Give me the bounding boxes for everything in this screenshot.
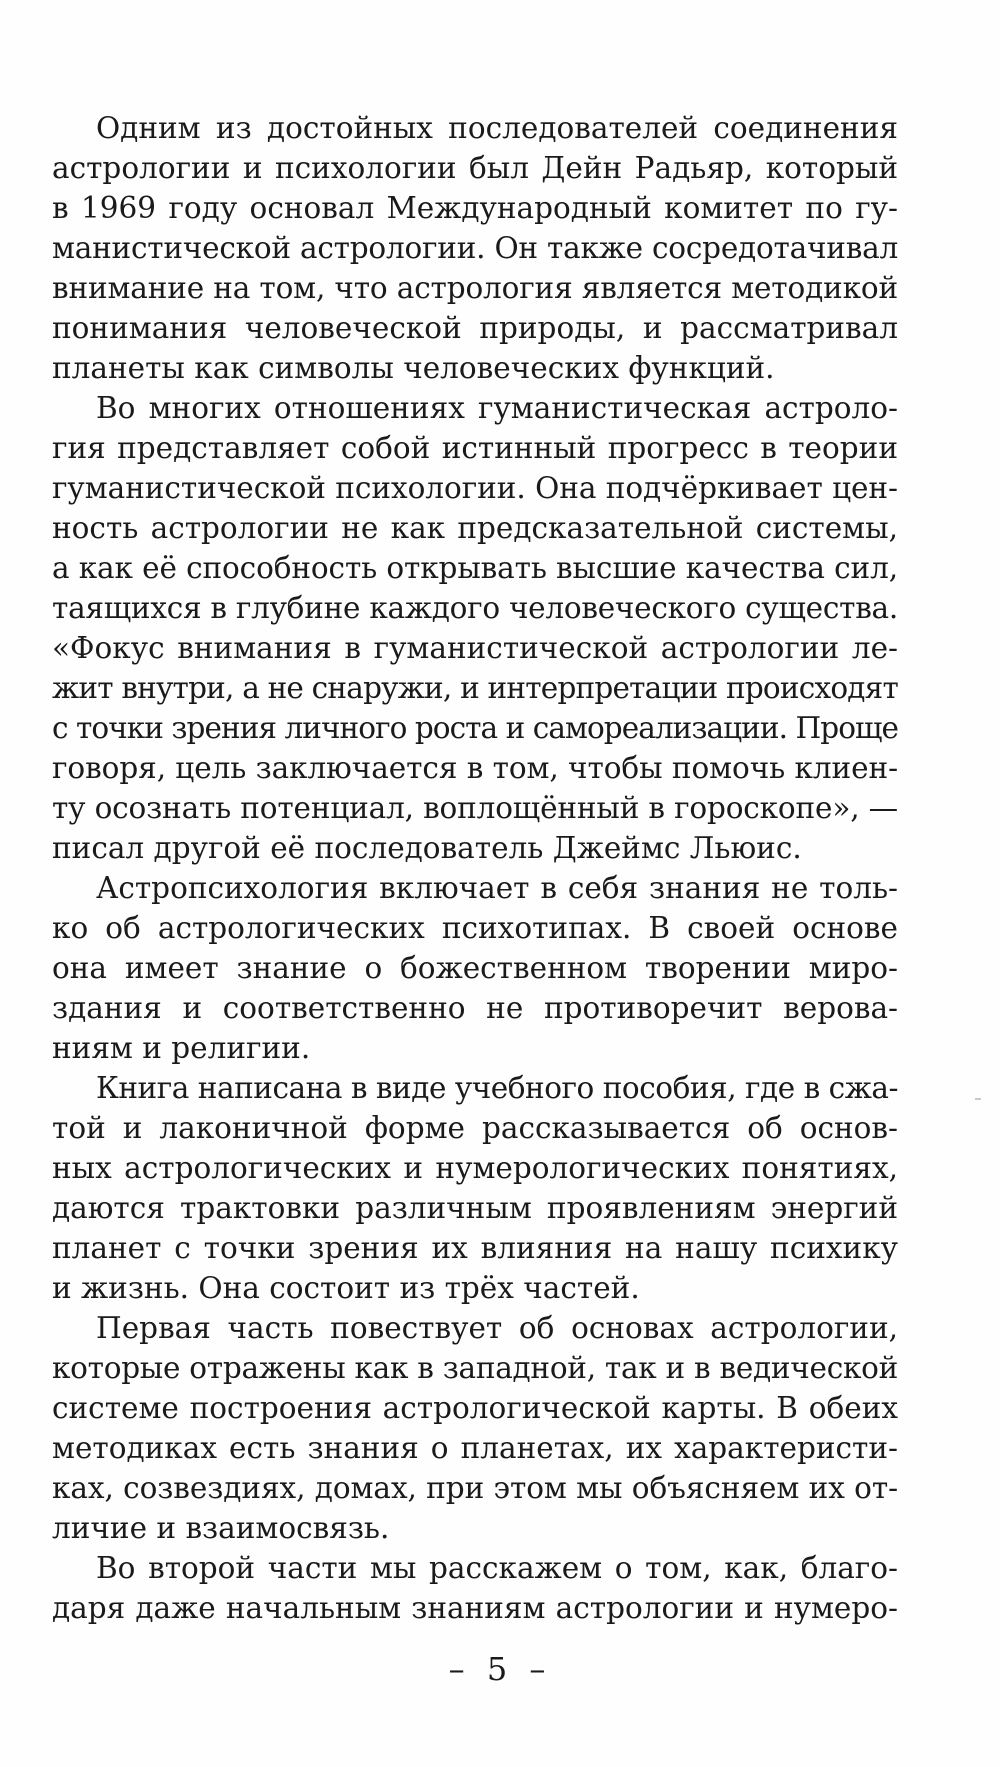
text-line: Астропсихология включает в себя знания не толь-	[96, 871, 898, 905]
text-line: планеты как символы человеческих функций.	[52, 351, 775, 385]
text-line: личие и взаимосвязь.	[52, 1511, 390, 1545]
text-line: ках, созвездиях, домах, при этом мы объясняем их от-	[52, 1471, 898, 1505]
text-line: манистической астрологии. Он также сосредотачивал	[52, 231, 898, 265]
text-line: внимание на том, что астрология является методикой	[52, 271, 898, 305]
text-line: планет с точки зрения их влияния на нашу психику	[52, 1231, 898, 1265]
paragraph	[52, 108, 898, 388]
text-line: астрологии и психологии был Дейн Радьяр, который	[52, 151, 898, 185]
text-line: Во второй части мы расскажем о том, как, благо-	[96, 1551, 898, 1585]
text-line: Одним из достойных последователей соединения	[96, 111, 898, 145]
text-line: Книга написана в виде учебного пособия, где в сжа-	[96, 1071, 898, 1105]
text-line: ность астрологии не как предсказательной системы,	[52, 511, 898, 545]
paragraph	[52, 1068, 898, 1308]
text-line: той и лаконичной форме рассказывается об основ-	[52, 1111, 898, 1145]
text-line: в 1969 году основал Международный комитет по гу-	[52, 191, 898, 225]
text-line: ных астрологических и нумерологических понятиях,	[52, 1151, 898, 1185]
body-text	[52, 108, 898, 1628]
text-line: с точки зрения личного роста и самореализации. Проще	[52, 711, 898, 745]
paragraph	[52, 1308, 898, 1548]
text-line: ниям и религии.	[52, 1031, 311, 1065]
text-line: «Фокус внимания в гуманистической астрологии ле-	[52, 631, 898, 665]
scan-speck	[975, 1098, 981, 1100]
text-line: жит внутри, а не снаружи, и интерпретации происходят	[52, 671, 898, 705]
text-line: ту осознать потенциал, воплощённый в гороскопе», —	[52, 791, 898, 825]
paragraph	[52, 388, 898, 868]
text-line: понимания человеческой природы, и рассматривал	[52, 311, 898, 345]
text-line: Во многих отношениях гуманистическая астроло-	[96, 391, 898, 425]
text-line: она имеет знание о божественном творении миро-	[52, 951, 898, 985]
text-line: и жизнь. Она состоит из трёх частей.	[52, 1271, 640, 1305]
text-line: здания и соответственно не противоречит верова-	[52, 991, 898, 1025]
text-line: которые отражены как в западной, так и в ведической	[52, 1351, 898, 1385]
text-line: Первая часть повествует об основах астрологии,	[96, 1311, 898, 1345]
page-number: – 5 –	[448, 1650, 552, 1688]
text-line: говоря, цель заключается в том, чтобы помочь клиен-	[52, 751, 898, 785]
paragraph	[52, 868, 898, 1068]
text-line: гия представляет собой истинный прогресс в теории	[52, 431, 898, 465]
text-line: писал другой её последователь Джеймс Льюис.	[52, 831, 802, 865]
text-line: методиках есть знания о планетах, их характеристи-	[52, 1431, 898, 1465]
text-line: даются трактовки различным проявлениям энергий	[52, 1191, 898, 1225]
text-line: гуманистической психологии. Она подчёркивает цен-	[52, 471, 898, 505]
text-line: ко об астрологических психотипах. В своей основе	[52, 911, 898, 945]
text-line: таящихся в глубине каждого человеческого существа.	[52, 591, 898, 625]
paragraph	[52, 1548, 898, 1628]
text-line: даря даже начальным знаниям астрологии и нумеро-	[52, 1591, 898, 1625]
text-line: а как её способность открывать высшие качества сил,	[52, 551, 898, 585]
text-line: системе построения астрологической карты. В обеих	[52, 1391, 898, 1425]
